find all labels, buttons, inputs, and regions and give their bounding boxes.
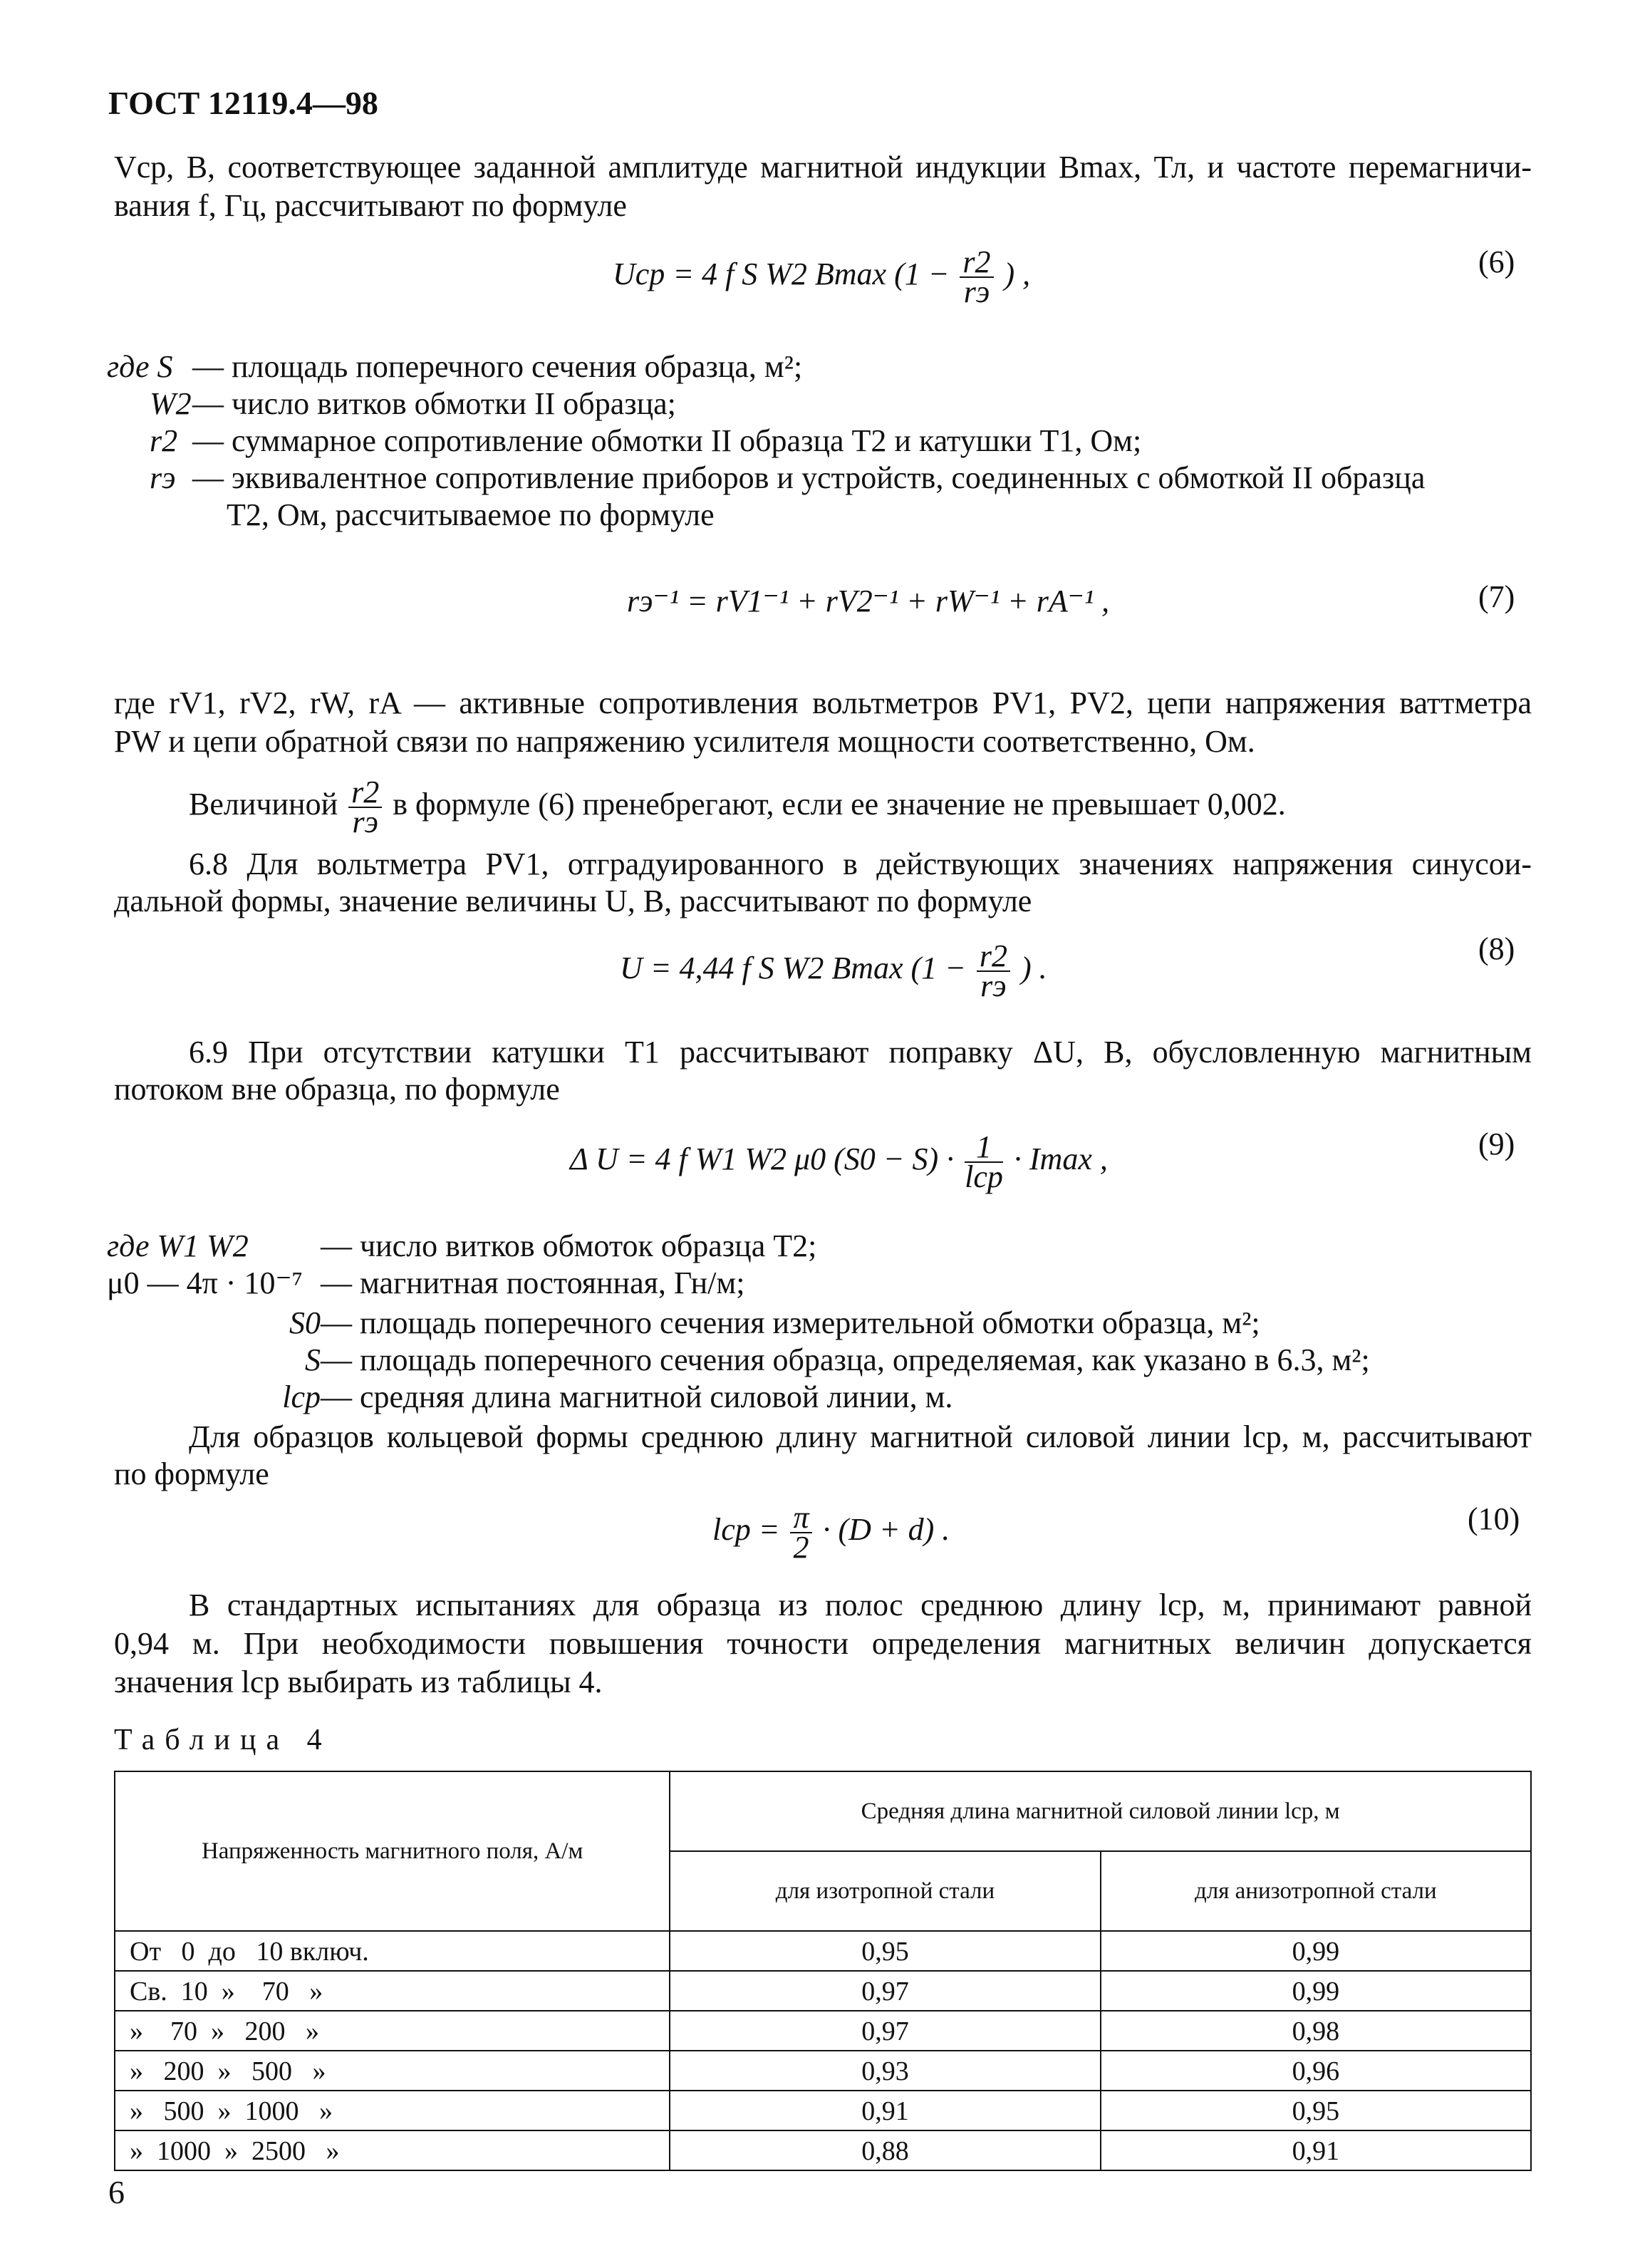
def-re-cont-text: Т2, Ом, рассчитываемое по формуле: [227, 497, 715, 532]
def-mu0-sym: μ0 — 4π · 10⁻⁷: [107, 1265, 303, 1300]
formula-10-body: =: [758, 1512, 780, 1548]
range-text: От 0 до 10 включ.: [130, 1937, 369, 1967]
formula-9-numerator: 1: [965, 1133, 1003, 1163]
s69-line-1: 6.9 При отсутствии катушки T1 рассчитывают поправку ΔU, В, обусловленную магнитным: [189, 1035, 1532, 1070]
formula-6: [613, 244, 1031, 309]
def-W1W2-sym: где W1 W2: [107, 1228, 249, 1263]
formula-8-lhs: U: [620, 951, 643, 986]
table-cell-aniso: 0,99: [1101, 1971, 1531, 2011]
def-re: [150, 459, 1425, 497]
formula-6-numerator: r2: [960, 248, 993, 278]
table-row: [115, 2051, 1531, 2091]
formula-9-tail: · Imax ,: [1013, 1141, 1108, 1177]
def-S2-text: — площадь поперечного сечения образца, определяемая, как указано в 6.3, м²;: [321, 1342, 1370, 1377]
document-header: ГОСТ 12119.4—98: [108, 85, 378, 121]
def-S: [107, 348, 802, 386]
formula-9-denominator: lср: [965, 1159, 1003, 1194]
intro-line-2: вания f, Гц, рассчитывают по формуле: [114, 188, 627, 223]
table-cell-range: [115, 2130, 670, 2170]
after7-line-1: где rV1, rV2, rW, rA — активные сопротивления вольтметров PV1, PV2, цепи напряжения ваттметра: [114, 685, 1532, 720]
table-cell-aniso: 0,95: [1101, 2091, 1531, 2130]
formula-10-fraction: [790, 1500, 811, 1565]
def-W1W2: [107, 1227, 816, 1265]
formula-10-lhs: lср: [712, 1512, 751, 1548]
def-W2-sym: W2: [150, 386, 192, 421]
table-header-field: Напряженность магнитного поля, А/м: [115, 1771, 670, 1931]
formula-9-fraction: [965, 1129, 1003, 1194]
range-text: » 500 » 1000 »: [130, 2096, 333, 2126]
formula-10-tail: · (D + d) .: [822, 1512, 950, 1548]
table-cell-iso: 0,91: [670, 2091, 1100, 2130]
formula-8-numerator: r2: [977, 942, 1010, 972]
formula-9: [570, 1129, 1108, 1194]
def-S0: [271, 1304, 1260, 1342]
standard-line-3: значения lср выбирать из таблицы 4.: [114, 1664, 603, 1699]
def-lcp: [271, 1378, 953, 1417]
table-cell-aniso: 0,96: [1101, 2051, 1531, 2091]
def-S-sym: где S: [107, 349, 173, 384]
range-text: » 200 » 500 »: [130, 2056, 326, 2086]
formula-10-number: (10): [1468, 1501, 1520, 1536]
table-header-group: Средняя длина магнитной силовой линии lср, м: [670, 1771, 1531, 1851]
table-row: [115, 1931, 1531, 1971]
formula-10-denominator: 2: [793, 1530, 809, 1565]
after7-line-2: PW и цепи обратной связи по напряжению усилителя мощности соответственно, Ом.: [114, 724, 1255, 759]
def-re-sym: rэ: [150, 460, 176, 495]
def-S0-text: — площадь поперечного сечения измерительной обмотки образца, м²;: [321, 1305, 1260, 1340]
formula-9-number: (9): [1478, 1127, 1515, 1161]
def-r2: [150, 422, 1141, 460]
table-row: [115, 2091, 1531, 2130]
neglect-denominator: rэ: [352, 804, 378, 839]
def-re-cont: [227, 496, 715, 534]
table-cell-aniso: 0,99: [1101, 1931, 1531, 1971]
s68-line-1: 6.8 Для вольтметра PV1, отградуированного в действующих значениях напряжения синусои-: [189, 846, 1532, 881]
standard-line-1: В стандартных испытаниях для образца из полос среднюю длину lср, м, принимают равной: [189, 1588, 1532, 1622]
formula-6-lhs: Uср: [613, 257, 665, 292]
page-number: 6: [108, 2174, 125, 2210]
table-cell-iso: 0,97: [670, 1971, 1100, 2011]
table-4: [114, 1771, 1532, 2171]
formula-10: [712, 1500, 950, 1565]
table-cell-range: [115, 1971, 670, 2011]
table-caption: Таблица 4: [114, 1724, 332, 1756]
formula-7-number: (7): [1478, 579, 1515, 614]
def-r2-sym: r2: [150, 423, 178, 458]
table-cell-iso: 0,97: [670, 2011, 1100, 2051]
def-S0-sym: S0: [289, 1305, 321, 1340]
table-cell-iso: 0,95: [670, 1931, 1100, 1971]
neglect-fraction: [348, 775, 382, 839]
standard-line-2: 0,94 м. При необходимости повышения точности определения магнитных величин допускается: [114, 1626, 1532, 1661]
def-W1W2-text: — число витков обмоток образца T2;: [321, 1228, 817, 1263]
range-text: Св. 10 » 70 »: [130, 1977, 323, 2006]
table-cell-range: [115, 2091, 670, 2130]
def-mu0-text: — магнитная постоянная, Гн/м;: [321, 1265, 745, 1300]
def-S-text: — площадь поперечного сечения образца, м²;: [192, 349, 803, 384]
formula-6-denominator: rэ: [963, 274, 990, 309]
formula-10-numerator: π: [790, 1503, 811, 1533]
table-row: [115, 2011, 1531, 2051]
table-cell-range: [115, 2051, 670, 2091]
formula-6-tail: ) ,: [1004, 257, 1031, 292]
def-lcp-text: — средняя длина магнитной силовой линии, м.: [321, 1379, 953, 1414]
def-W2-text: — число витков обмотки II образца;: [192, 386, 676, 421]
ring-line-2: по формуле: [114, 1456, 269, 1491]
formula-6-fraction: [960, 244, 993, 309]
s68-line-2: дальной формы, значение величины U, B, рассчитывают по формуле: [114, 884, 1032, 918]
formula-6-number: (6): [1478, 244, 1515, 279]
formula-8-denominator: rэ: [980, 968, 1007, 1003]
table-header-iso: для изотропной стали: [670, 1851, 1100, 1931]
formula-9-lhs: Δ U: [570, 1141, 618, 1177]
formula-8: [620, 938, 1047, 1003]
neglect-post: в формуле (6) пренебрегают, если ее значение не превышает 0,002.: [393, 787, 1286, 822]
range-text: » 70 » 200 »: [130, 2016, 319, 2046]
formula-8-number: (8): [1478, 931, 1515, 966]
formula-8-tail: ) .: [1021, 951, 1047, 986]
table-row: [115, 2130, 1531, 2170]
range-text: » 1000 » 2500 »: [130, 2136, 340, 2166]
def-S2: [271, 1341, 1370, 1379]
formula-7: rэ⁻¹ = rV1⁻¹ + rV2⁻¹ + rW⁻¹ + rA⁻¹ ,: [627, 584, 1110, 618]
formula-8-body: = 4,44 f S W2 Bmax (1 −: [650, 951, 966, 986]
def-r2-text: — суммарное сопротивление обмотки II образца T2 и катушки T1, Ом;: [192, 423, 1142, 458]
table-cell-iso: 0,93: [670, 2051, 1100, 2091]
formula-6-body: = 4 f S W2 Bmax (1 −: [673, 257, 950, 292]
def-S2-sym: S: [305, 1342, 321, 1377]
table-cell-range: [115, 1931, 670, 1971]
ring-line-1: Для образцов кольцевой формы среднюю длину магнитной силовой линии lср, м, рассчитывают: [189, 1419, 1532, 1454]
def-re-text: — эквивалентное сопротивление приборов и устройств, соединенных с обмоткой II образца: [192, 460, 1426, 495]
intro-line-1: Vср, В, соответствующее заданной амплитуде магнитной индукции Bmax, Тл, и частоте перемагничи-: [114, 150, 1532, 185]
table-cell-aniso: 0,91: [1101, 2130, 1531, 2170]
neglect-numerator: r2: [348, 778, 382, 808]
formula-8-fraction: [977, 938, 1010, 1003]
table-cell-range: [115, 2011, 670, 2051]
def-W2: [150, 385, 676, 423]
table-header-aniso: для анизотропной стали: [1101, 1851, 1531, 1931]
table-row: [115, 1971, 1531, 2011]
table-cell-iso: 0,88: [670, 2130, 1100, 2170]
table-cell-aniso: 0,98: [1101, 2011, 1531, 2051]
neglect-sentence: [189, 775, 1286, 839]
def-lcp-sym: lср: [282, 1379, 321, 1414]
neglect-pre: Величиной: [189, 787, 338, 822]
formula-9-body: = 4 f W1 W2 μ0 (S0 − S) ·: [626, 1141, 955, 1177]
s69-line-2: потоком вне образца, по формуле: [114, 1072, 560, 1107]
def-mu0: [107, 1264, 744, 1303]
